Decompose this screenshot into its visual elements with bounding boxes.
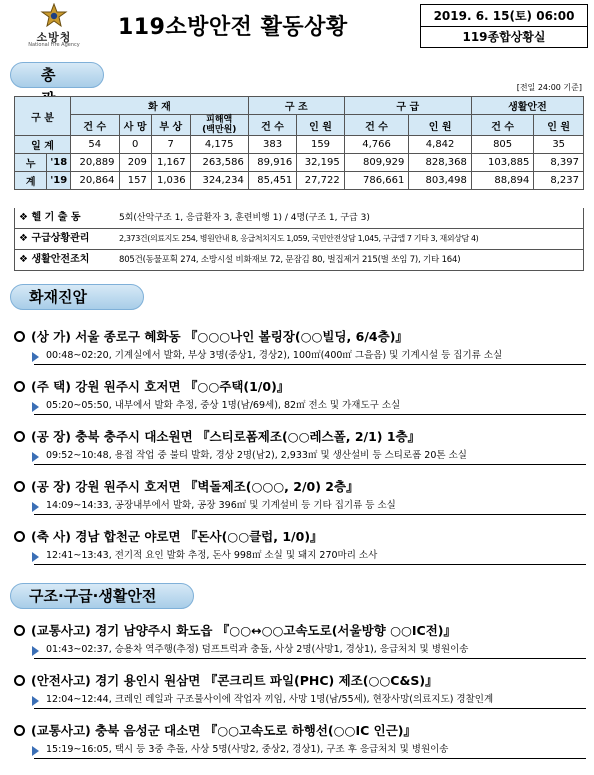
table-cell: 383 [248, 136, 296, 154]
circle-bullet-icon [14, 481, 25, 492]
subhead-cell: 건 수 [71, 115, 119, 136]
row-year: '18 [47, 154, 71, 172]
unit-note: [전일 24:00 기준] [516, 83, 582, 92]
incident-title [14, 327, 586, 347]
row-label: 일 계 [15, 136, 71, 154]
incident-detail-text: 12:04~12:44, 크레인 레일과 구조물사이에 작업자 끼임, 사망 1명(남/55세), 현장사망(의료지도) 경찰인계 [46, 694, 494, 705]
arrow-right-icon [32, 646, 39, 656]
info-label: ❖ 생활안전조치 [19, 254, 90, 265]
table-cell: 103,885 [471, 154, 534, 172]
incident-detail-text: 05:20~05:50, 내부에서 발화 추정, 중상 1명(남/69세), 82㎡ 전소 및 가재도구 소실 [46, 400, 401, 411]
incident-detail-text: 01:43~02:37, 승용차 역주행(추정) 덤프트럭과 충돌, 사상 2명(사망1, 경상1), 응급처치 및 병원이송 [46, 644, 469, 655]
incident-title [14, 621, 586, 641]
section-summary-banner: 총 [10, 62, 104, 88]
incident-title [14, 721, 586, 741]
circle-bullet-icon [14, 531, 25, 542]
group-fire: 화 재 [71, 97, 249, 115]
info-label: ❖ 헬 기 출 동 [19, 212, 81, 223]
subhead-cell: 사 망 [119, 115, 151, 136]
incident-entry [14, 621, 586, 659]
table-cell: 4,766 [344, 136, 409, 154]
info-row-ems-management [14, 229, 584, 250]
table-cell: 805 [471, 136, 534, 154]
incident-detail [34, 497, 586, 515]
section-rescue-banner: 구조·구급·생활안전 [10, 583, 194, 609]
circle-bullet-icon [14, 675, 25, 686]
group-ems: 구 급 [344, 97, 471, 115]
table-cell: 89,916 [248, 154, 296, 172]
subhead-cell: 부 상 [151, 115, 190, 136]
col-gubun: 구 분 [15, 97, 71, 136]
incident-detail-text: 00:48~02:20, 기계실에서 발화, 부상 3명(중상1, 경상2), 100㎡(400㎡ 그을음) 및 기계시설 등 집기류 소실 [46, 350, 503, 361]
incident-title [14, 427, 586, 447]
table-cell: 88,894 [471, 172, 534, 190]
table-cell: 1,036 [151, 172, 190, 190]
incident-detail [34, 691, 586, 709]
group-rescue: 구 조 [248, 97, 344, 115]
arrow-right-icon [32, 696, 39, 706]
date-box [420, 4, 588, 48]
table-row [15, 136, 584, 154]
incident-entry [14, 527, 586, 565]
table-cell: 209 [119, 154, 151, 172]
arrow-right-icon [32, 746, 39, 756]
table-cell: 809,929 [344, 154, 409, 172]
table-cell: 159 [297, 136, 344, 154]
incident-title-text: (공 장) 강원 원주시 호저면 『벽돌제조(○○○, 2/0) 2층』 [31, 479, 359, 494]
incident-detail [34, 397, 586, 415]
incident-entry [14, 327, 586, 365]
arrow-right-icon [32, 552, 39, 562]
emblem-icon [40, 3, 68, 29]
table-cell: 20,889 [71, 154, 119, 172]
info-row-helicopter [14, 208, 584, 229]
table-cell: 1,167 [151, 154, 190, 172]
subhead-cell: 인 원 [297, 115, 344, 136]
incident-detail [34, 447, 586, 465]
subhead-cell: 피해액 (백만원) [190, 115, 248, 136]
table-row [15, 172, 584, 190]
table-cell: 32,195 [297, 154, 344, 172]
logo-text: 소방청 [36, 31, 72, 44]
section-fire-banner: 화재진압 [10, 284, 144, 310]
incident-title-text: (축 사) 경남 합천군 야로면 『돈사(○○클럽, 1/0)』 [31, 529, 323, 544]
table-row [15, 154, 584, 172]
subhead-cell: 건 수 [471, 115, 534, 136]
circle-bullet-icon [14, 381, 25, 392]
table-cell: 35 [534, 136, 584, 154]
incident-entry [14, 377, 586, 415]
table-cell: 85,451 [248, 172, 296, 190]
incident-entry [14, 427, 586, 465]
info-row-safety-actions [14, 250, 584, 271]
summary-table [14, 96, 584, 190]
incident-title [14, 671, 586, 691]
incident-title-text: (상 가) 서울 종로구 혜화동 『○○○나인 볼링장(○○빌딩, 6/4층)』 [31, 329, 408, 344]
info-text: 2,373건(의료지도 254, 병원안내 8, 응급처치지도 1,059, 국민안전상담 1,045, 구급앱 7 기타 3, 재외상담 4) [119, 234, 479, 243]
table-cell: 20,864 [71, 172, 119, 190]
incident-entry [14, 477, 586, 515]
page-title: 119소방안전 활동상황 [118, 15, 348, 40]
table-cell: 8,237 [534, 172, 584, 190]
incident-title-text: (주 택) 강원 원주시 호저면 『○○주택(1/0)』 [31, 379, 290, 394]
incident-title-text: (공 장) 충북 충주시 대소원면 『스티로폼제조(○○레스폴, 2/1) 1층』 [31, 429, 421, 444]
incident-detail-text: 12:41~13:43, 전기적 요인 발화 추정, 돈사 998㎡ 소실 및 돼지 270마리 소사 [46, 550, 378, 561]
incident-title [14, 527, 586, 547]
arrow-right-icon [32, 502, 39, 512]
table-cell: 157 [119, 172, 151, 190]
table-cell: 324,234 [190, 172, 248, 190]
info-text: 805건(동물포획 274, 소방시설 비화재보 72, 문잠김 80, 벌집제거 215(벌 쏘임 7), 기타 164) [119, 255, 461, 265]
table-cell: 786,661 [344, 172, 409, 190]
row-label: 누 [15, 154, 47, 172]
incident-entry [14, 721, 586, 759]
incident-detail [34, 547, 586, 565]
table-cell: 803,498 [409, 172, 472, 190]
subhead-cell: 인 원 [409, 115, 472, 136]
arrow-right-icon [32, 352, 39, 362]
incident-detail-text: 09:52~10:48, 용접 작업 중 불티 발화, 경상 2명(남2), 2,933㎡ 및 생산설비 등 스티로폼 20톤 소실 [46, 450, 467, 461]
report-date: 2019. 6. 15(토) 06:00 [421, 5, 587, 27]
logo [18, 3, 90, 49]
header [0, 0, 594, 52]
subhead-row [15, 115, 584, 136]
table-cell: 4,175 [190, 136, 248, 154]
incident-entry [14, 671, 586, 709]
info-label: ❖ 구급상황관리 [19, 233, 90, 244]
incident-detail-text: 15:19~16:05, 택시 등 3중 추돌, 사상 5명(사망2, 중상2, 경상1), 구조 후 응급처치 및 병원이송 [46, 744, 449, 755]
table-cell: 8,397 [534, 154, 584, 172]
circle-bullet-icon [14, 331, 25, 342]
table-cell: 7 [151, 136, 190, 154]
arrow-right-icon [32, 402, 39, 412]
circle-bullet-icon [14, 725, 25, 736]
incident-detail [34, 741, 586, 759]
incident-title [14, 477, 586, 497]
subhead-cell: 건 수 [344, 115, 409, 136]
table-cell: 27,722 [297, 172, 344, 190]
incident-detail-text: 14:09~14:33, 공장내부에서 발화, 공장 396㎡ 및 기계설비 등 기타 집기류 등 소실 [46, 500, 396, 511]
subhead-cell: 인 원 [534, 115, 584, 136]
circle-bullet-icon [14, 625, 25, 636]
incident-detail [34, 347, 586, 365]
arrow-right-icon [32, 452, 39, 462]
table-cell: 54 [71, 136, 119, 154]
table-cell: 263,586 [190, 154, 248, 172]
table-cell: 4,842 [409, 136, 472, 154]
row-year: '19 [47, 172, 71, 190]
subhead-cell: 건 수 [248, 115, 296, 136]
table-cell: 828,368 [409, 154, 472, 172]
incident-title-text: (교통사고) 충북 음성군 대소면 『○○고속도로 하행선(○○IC 인근)』 [31, 723, 416, 738]
circle-bullet-icon [14, 431, 25, 442]
incident-title-text: (교통사고) 경기 남양주시 화도읍 『○○↔○○고속도로(서울방향 ○○IC전)』 [31, 623, 457, 638]
table-cell: 0 [119, 136, 151, 154]
incident-title-text: (안전사고) 경기 용인시 원삼면 『콘크리트 파일(PHC) 제조(○○C&S)』 [31, 673, 438, 688]
report-office: 119종합상황실 [462, 30, 546, 44]
row-label: 계 [15, 172, 47, 190]
incident-detail [34, 641, 586, 659]
logo-subtext: National Fire Agency [28, 42, 80, 48]
incident-title [14, 377, 586, 397]
info-text: 5회(산악구조 1, 응급환자 3, 훈련비행 1) / 4명(구조 1, 구급 3) [119, 213, 370, 223]
group-safety: 생활안전 [471, 97, 583, 115]
